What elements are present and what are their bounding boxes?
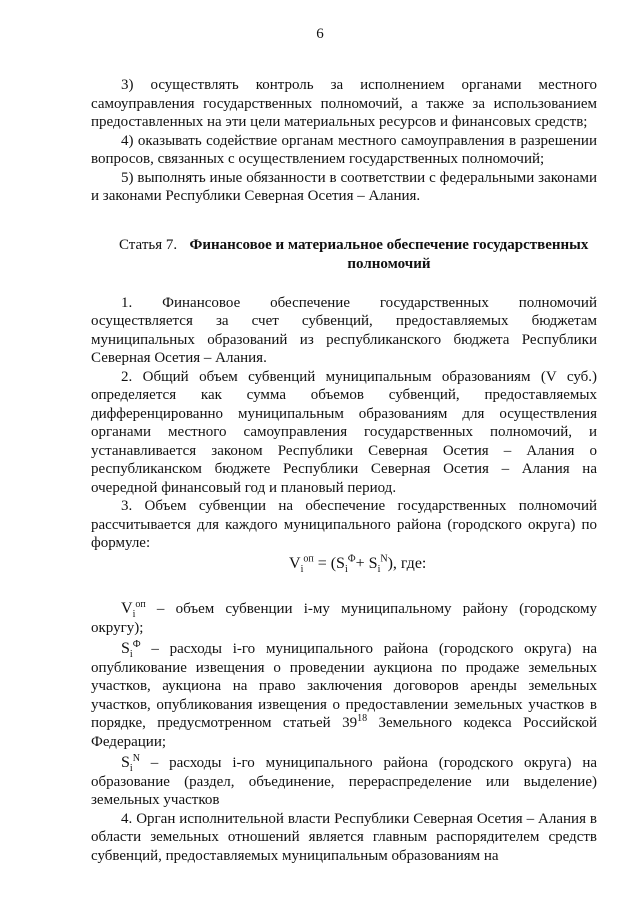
article-title: Финансовое и материальное обеспечение государственных полномочий (189, 236, 589, 272)
definition-s-n: $S_i^N$ – расходы i-го муниципального района (городского округа) на образование (раздел, объединение, перераспределение или выделение) земельных участков (91, 753, 597, 808)
article-heading (91, 236, 597, 274)
article-number: Статья 7. (119, 236, 181, 253)
paragraph-clause-1: 1. Финансовое обеспечение государственных полномочий осуществляется за счет субвенций, предоставляемых бюджетам муниципальных образований из республиканского бюджета Республики Северная Осетия – Алания. (91, 294, 597, 366)
paragraph-item-5: 5) выполнять иные обязанности в соответствии с федеральными законами и законами Республики Северная Осетия – Алания. (91, 169, 597, 204)
definition-s-phi: $S_i^Ф$ – расходы i-го муниципального района (городского округа) на опубликование извещения о проведении аукциона по продаже земельных участков, аукциона на право заключения договоров аренды земельных участков, опубликования извещения о предоставлении земельных участков в порядке, предусмотренном статьей $39^{18}$ Земельного кодекса Российской Федерации; (91, 639, 597, 750)
paragraph-item-4: 4) оказывать содействие органам местного самоуправления в разрешении вопросов, связанных с осуществлением государственных полномочий; (91, 132, 597, 167)
paragraph-clause-2: 2. Общий объем субвенций муниципальным образованиям (V суб.) определяется как сумма объемов субвенций, предоставляемых дифференцированно муниципальным образованиям для осуществления органами местного самоуправления государственных полномочий, и устанавливается законом Республики Северная Осетия – Алания о республиканском бюджете Республики Северная Осетия – Алания на очередной финансовый год и плановый период. (91, 368, 597, 496)
document-body (91, 76, 597, 865)
paragraph-clause-3: 3. Объем субвенции на обеспечение государственных полномочий рассчитывается для каждого муниципального района (городского округа) по формуле: (91, 498, 597, 551)
paragraph-item-3: 3) осуществлять контроль за исполнением органами местного самоуправления государственных полномочий, а также за использованием предоставленных на эти цели материальных ресурсов и финансовых средств; (91, 77, 597, 130)
page-number: 6 (316, 26, 324, 42)
subvention-formula: $V_i^{оп} = (S_i^Ф+ S_i^N)$, где: (289, 553, 427, 575)
paragraph-clause-4: 4. Орган исполнительной власти Республики Северная Осетия – Алания в области земельных отношений является главным распорядителем средств субвенций, предоставляемых муниципальным образованиям на (91, 810, 597, 864)
definition-v: $V_i^{оп}$ – объем субвенции i-му муниципальному району (городскому округу); (91, 599, 597, 636)
